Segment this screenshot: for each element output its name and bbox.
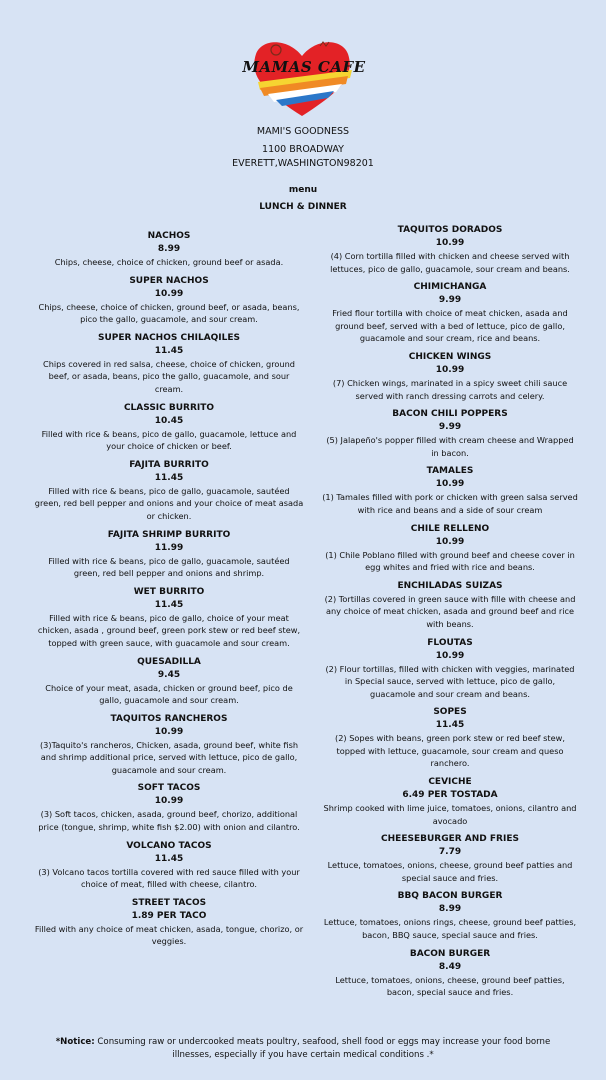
menu-item — [34, 529, 304, 580]
menu-item-name: QUESADILLA — [137, 656, 201, 667]
menu-item — [34, 402, 304, 453]
menu-item-description: Lettuce, tomatoes, onions rings, cheese, ground beef patties, bacon, BBQ sauce, special sauce and fries. — [323, 917, 577, 941]
menu-item-name: TAQUITOS RANCHEROS — [110, 713, 228, 724]
menu-item — [322, 351, 578, 402]
menu-item-price: 10.99 — [435, 238, 465, 248]
menu-item-description: Filled with rice & beans, pico de gallo, guacamole, lettuce and your choice of chicken or beef. — [41, 428, 297, 452]
menu-item-description: Lettuce, tomatoes, onions, cheese, ground beef patties and special sauce and fries. — [327, 860, 573, 883]
menu-item-description: (3) Volcano tacos tortilla covered with red sauce filled with your choice of meat, filled with cheese, cilantro. — [38, 866, 300, 890]
menu-item-description: Chips, cheese, choice of chicken, ground beef or asada. — [54, 257, 284, 267]
menu-item-name: CHIMICHANGA — [413, 282, 487, 293]
menu-item — [322, 281, 578, 345]
menu-item — [322, 833, 578, 884]
menu-item — [34, 230, 304, 269]
menu-item-price: 11.99 — [154, 542, 184, 553]
menu-item-name: SOFT TACOS — [137, 783, 201, 794]
menu-item-price: 1.89 PER TACO — [131, 910, 207, 921]
menu-item-price: 6.49 PER TOSTADA — [402, 790, 498, 801]
menu-item-name: CHEESEBURGER AND FRIES — [381, 834, 519, 845]
menu-item-description: Chips, cheese, choice of chicken, ground beef, or asada, beans, pico the gallo, guacamole, and sour cream. — [38, 301, 300, 325]
menu-item-price: 11.45 — [435, 720, 465, 731]
notice-text: Consuming raw or undercooked meats poultry, seafood, shell food or eggs may increase your food borne illnesses, especially if you have certain medical conditions .* — [94, 1037, 551, 1060]
menu-item — [322, 580, 578, 631]
menu-item — [34, 586, 304, 650]
menu-item-name: SOPES — [433, 707, 467, 718]
menu-item-price: 8.49 — [438, 961, 462, 972]
menu-item — [322, 465, 578, 516]
menu-item — [322, 523, 578, 574]
menu-item-price: 10.45 — [154, 415, 184, 426]
menu-item-description: (3) Soft tacos, chicken, asada, ground beef, chorizo, additional price (tongue, shrimp, white fish $2.00) with onion and cilantro. — [38, 809, 300, 833]
menu-item-name: STREET TACOS — [131, 897, 207, 908]
menu-item — [322, 224, 578, 275]
menu-item-price: 8.99 — [438, 904, 462, 915]
menu-item-description: Choice of your meat, asada, chicken or ground beef, pico de gallo, guacamole and sour cream. — [45, 682, 293, 706]
menu-item — [322, 776, 578, 827]
address-line-1: 1100 BROADWAY — [262, 144, 344, 155]
menu-item-name: BACON BURGER — [409, 948, 491, 959]
menu-item-description: Chips covered in red salsa, cheese, choice of chicken, ground beef, or asada, beans, pico the gallo, guacamole, and sour cream. — [43, 358, 295, 394]
menu-item-price: 9.99 — [438, 422, 462, 433]
menu-item-description: Filled with any choice of meat chicken, asada, tongue, chorizo, or veggies. — [34, 923, 304, 947]
notice — [40, 1036, 566, 1062]
menu-item-price: 11.45 — [154, 599, 184, 610]
menu-item — [34, 332, 304, 396]
menu-item-name: FAJITA BURRITO — [129, 459, 209, 470]
address-line-2: EVERETT,WASHINGTON98201 — [232, 158, 374, 169]
menu-item-name: BBQ BACON BURGER — [397, 891, 503, 902]
menu-item-description: (2) Flour tortillas, filled with chicken with veggies, marinated in Special sauce, served with lettuce, pico de gallo, guacamole and sour cream and beans. — [325, 663, 575, 699]
menu-item — [322, 637, 578, 701]
menu-item-name: CEVICHE — [428, 777, 472, 788]
menu-item — [322, 890, 578, 941]
menu-item-name: SUPER NACHOS — [129, 275, 209, 286]
menu-item-price: 10.99 — [154, 796, 184, 807]
menu-item-price: 10.99 — [154, 726, 184, 737]
menu-item-price: 11.45 — [154, 345, 184, 356]
restaurant-name: MAMI'S GOODNESS — [256, 126, 350, 137]
menu-item-price: 11.45 — [154, 472, 184, 483]
menu-item-description: Lettuce, tomatoes, onions, cheese, ground beef patties, bacon, special sauce and fries. — [335, 974, 565, 998]
menu-item-name: TAMALES — [426, 466, 474, 477]
menu-item-name: SUPER NACHOS CHILAQILES — [97, 332, 241, 343]
menu-item — [34, 782, 304, 833]
menu-item-price: 10.99 — [435, 650, 465, 661]
menu-item-price: 10.99 — [435, 479, 465, 490]
menu-item — [322, 948, 578, 999]
menu-item-description: (2) Tortillas covered in green sauce with fille with cheese and any choice of meat chicken, asada and ground beef and rice with beans. — [324, 593, 576, 629]
menu-item-description: (3)Taquito's rancheros, Chicken, asada, ground beef, white fish and shrimp additional price, served with lettuce, pico de gallo, guacamole and sour cream. — [39, 739, 299, 775]
menu-item-name: BACON CHILI POPPERS — [392, 409, 508, 420]
menu-item-name: FLOUTAS — [427, 637, 473, 648]
section-title: LUNCH & DINNER — [259, 202, 347, 212]
menu-item-price: 10.99 — [435, 536, 465, 547]
menu-item-price: 9.99 — [438, 295, 462, 306]
menu-item-name: TAQUITOS DORADOS — [397, 225, 503, 235]
menu-item-description: (4) Corn tortilla filled with chicken and cheese served with lettuces, pico de gallo, guacamole, sour cream and beans. — [330, 251, 570, 274]
menu-item-description: (5) Jalapeño's popper filled with cream cheese and Wrapped in bacon. — [326, 435, 574, 458]
menu-item-name: WET BURRITO — [133, 586, 205, 597]
menu-item — [34, 459, 304, 523]
menu-item-description: (1) Chile Poblano filled with ground beef and cheese cover in egg whites and fried with rice and beans. — [325, 549, 575, 573]
menu-item-price: 11.45 — [154, 853, 184, 864]
menu-item-price: 10.99 — [154, 288, 184, 299]
menu-item-price: 9.45 — [157, 669, 181, 680]
menu-item — [34, 897, 304, 948]
menu-item-price: 8.99 — [157, 244, 181, 254]
menu-item — [322, 408, 578, 459]
menu-item — [34, 275, 304, 326]
logo-text: MAMAS CAFE — [242, 58, 366, 76]
menu-item-description: (1) Tamales filled with pork or chicken with green salsa served with rice and beans and a side of sour cream — [322, 492, 578, 515]
menu-label: menu — [288, 185, 318, 195]
menu-item — [34, 713, 304, 777]
menu-item-description: Fried flour tortilla with choice of meat chicken, asada and ground beef, served with a bed of lettuce, pico de gallo, guacamole and sour cream, rice and beans. — [332, 308, 568, 344]
menu-item-price: 10.99 — [435, 364, 465, 375]
heart-logo-icon — [228, 36, 376, 118]
menu-item-name: CHILE RELLENO — [410, 523, 490, 534]
menu-item-description: Filled with rice & beans, pico de gallo, guacamole, sautéed green, red bell pepper and onions and your choice of meat asada or chicken. — [34, 485, 304, 521]
menu-item-description: Filled with rice & beans, pico de gallo, guacamole, sautéed green, red bell pepper and onions and shrimp. — [48, 555, 290, 579]
menu-item-name: FAJITA SHRIMP BURRITO — [107, 529, 231, 540]
menu-item-name: CLASSIC BURRITO — [123, 402, 215, 413]
menu-item-description: Shrimp cooked with lime juice, tomatoes, onions, cilantro and avocado — [323, 803, 577, 826]
menu-item-name: VOLCANO TACOS — [126, 840, 212, 851]
menu-item-name: CHICKEN WINGS — [408, 351, 492, 362]
menu-item — [322, 706, 578, 770]
left-menu-column — [34, 230, 304, 954]
right-menu-column — [322, 224, 578, 1005]
menu-item-price: 7.79 — [438, 847, 462, 858]
menu-item — [34, 656, 304, 707]
notice-label: *Notice: — [55, 1037, 95, 1047]
menu-item-description: Filled with rice & beans, pico de gallo, choice of your meat chicken, asada , ground beef, green pork stew or red beef stew, topped with green sauce, with guacamole and sour cream. — [37, 612, 301, 648]
menu-item-description: (7) Chicken wings, marinated in a spicy sweet chili sauce served with ranch dressing carrots and celery. — [332, 377, 568, 401]
menu-item — [34, 840, 304, 891]
menu-item-description: (2) Sopes with beans, green pork stew or red beef stew, topped with lettuce, guacamole, sour cream and queso ranchero. — [335, 733, 565, 769]
menu-item-name: NACHOS — [147, 231, 191, 241]
menu-item-name: ENCHILADAS SUIZAS — [397, 580, 503, 591]
